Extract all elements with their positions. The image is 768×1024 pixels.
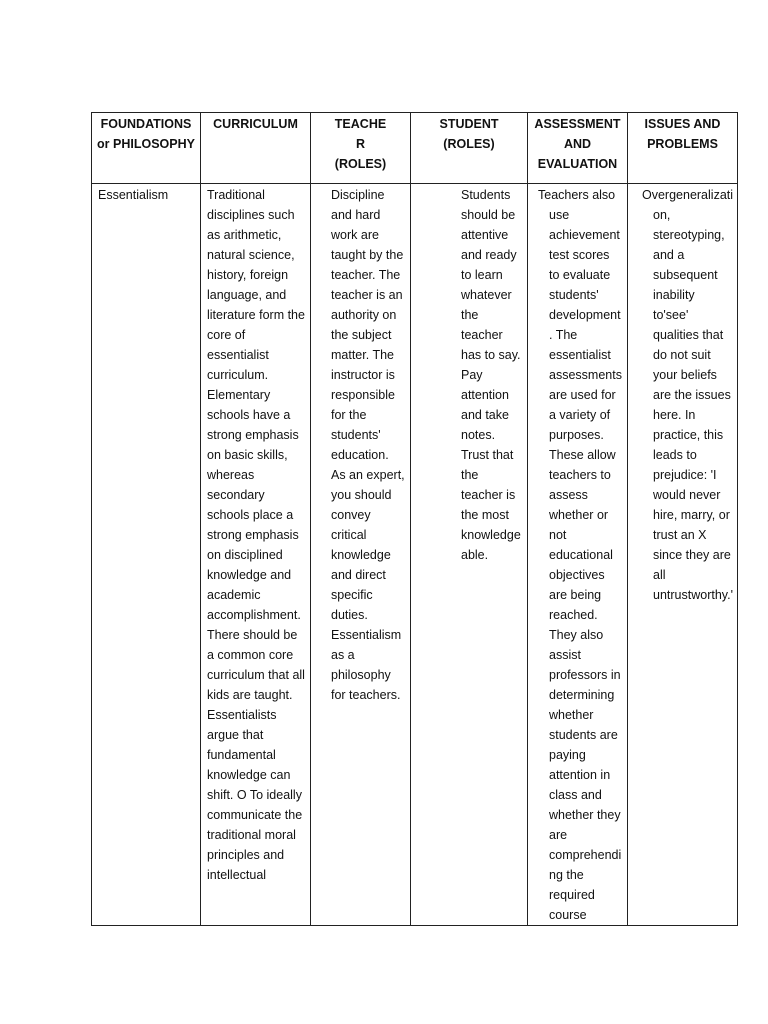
philosophy-table bbox=[91, 112, 738, 926]
header-issues: ISSUES AND PROBLEMS bbox=[628, 113, 738, 184]
header-student: STUDENT (ROLES) bbox=[411, 113, 528, 184]
cell-teacher: Discipline and hard work are taught by the teacher. The teacher is an authority on the subject matter. The instructor is responsible for the students' education. As an expert, you should convey critical knowledge and direct specific duties. Essentialism as a philosophy for teachers. bbox=[311, 184, 411, 926]
cell-student: Students should be attentive and ready to learn whatever the teacher has to say. Pay attention and take notes. Trust that the teacher is the most knowledgeable. bbox=[411, 184, 528, 926]
cell-foundation: Essentialism bbox=[92, 184, 201, 926]
header-teacher: TEACHER (ROLES) bbox=[311, 113, 411, 184]
header-foundations: FOUNDATIONS or PHILOSOPHY bbox=[92, 113, 201, 184]
cell-issues: Overgeneralization, stereotyping, and a subsequent inability to'see' qualities that do not suit your beliefs are the issues here. In practice, this leads to prejudice: 'I would never hire, marry, or trust an X since they are all untrustworthy.' bbox=[628, 184, 738, 926]
table-header-row bbox=[92, 113, 738, 184]
cell-curriculum: Traditional disciplines such as arithmetic, natural science, history, foreign language, and literature form the core of essentialist curriculum. Elementary schools have a strong emphasis on basic skills, whereas secondary schools place a strong emphasis on disciplined knowledge and academic accomplishment. There should be a common core curriculum that all kids are taught. Essentialists argue that fundamental knowledge can shift. O To ideally communicate the traditional moral principles and intellectual bbox=[201, 184, 311, 926]
table-row bbox=[92, 184, 738, 926]
header-curriculum: CURRICULUM bbox=[201, 113, 311, 184]
header-assessment: ASSESSMENT AND EVALUATION bbox=[528, 113, 628, 184]
cell-assessment: Teachers also use achievement test scores to evaluate students' development. The essentialist assessments are used for a variety of purposes. These allow teachers to assess whether or not educational objectives are being reached. They also assist professors in determining whether students are paying attention in class and whether they are comprehending the required course bbox=[528, 184, 628, 926]
